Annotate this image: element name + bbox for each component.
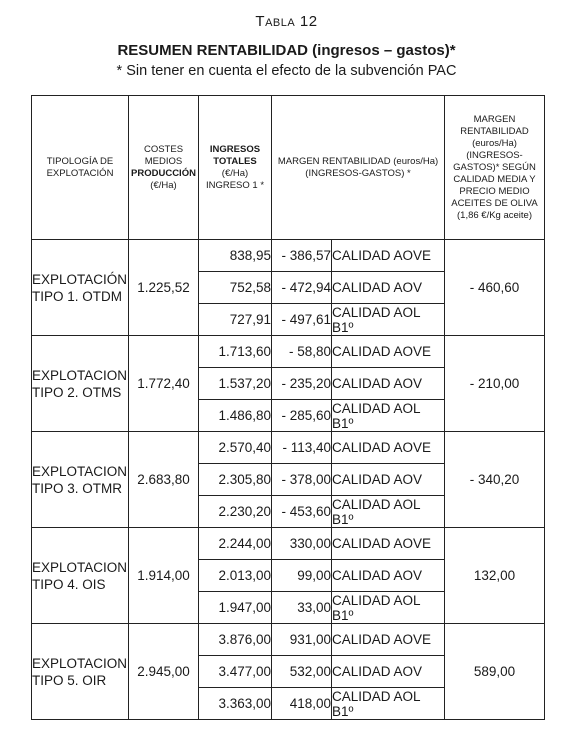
tipologia-line-1: EXPLOTACION: [32, 463, 128, 479]
cell-calidad: CALIDAD AOL B1º: [332, 688, 445, 720]
cell-margen-medio: - 340,20: [445, 432, 545, 528]
cell-costes: 1.772,40: [129, 336, 199, 432]
cell-margen-medio: 589,00: [445, 624, 545, 720]
cell-calidad: CALIDAD AOV: [332, 368, 445, 400]
tipologia-line-2: TIPO 3. OTMR: [32, 480, 123, 496]
cell-tipologia: [32, 624, 129, 720]
cell-margen: - 497,61: [272, 304, 332, 336]
table-body: [32, 240, 545, 720]
cell-margen: - 453,60: [272, 496, 332, 528]
cell-costes: 1.225,52: [129, 240, 199, 336]
tipologia-line-1: EXPLOTACION: [32, 559, 128, 575]
profitability-table: [31, 95, 545, 720]
cell-calidad: CALIDAD AOVE: [332, 624, 445, 656]
header-row: [32, 96, 545, 240]
cell-margen: 33,00: [272, 592, 332, 624]
cell-calidad: CALIDAD AOVE: [332, 528, 445, 560]
cell-margen: - 113,40: [272, 432, 332, 464]
table-row: [32, 528, 545, 560]
header-margen-text: MARGEN RENTABILIDAD (euros/Ha) (INGRESOS-GASTOS) *: [277, 155, 439, 179]
cell-tipologia: [32, 240, 129, 336]
table-title: RESUMEN RENTABILIDAD (ingresos – gastos)*: [117, 42, 456, 59]
tipologia-line-1: EXPLOTACION: [32, 367, 128, 383]
cell-calidad: CALIDAD AOL B1º: [332, 304, 445, 336]
cell-ingreso: 1.947,00: [199, 592, 272, 624]
cell-margen: 532,00: [272, 656, 332, 688]
cell-ingreso: 727,91: [199, 304, 272, 336]
cell-calidad: CALIDAD AOL B1º: [332, 592, 445, 624]
cell-ingreso: 2.244,00: [199, 528, 272, 560]
header-margen-medio: [445, 96, 545, 240]
cell-calidad: CALIDAD AOV: [332, 464, 445, 496]
cell-calidad: CALIDAD AOV: [332, 560, 445, 592]
header-costes-post: (€/Ha): [150, 179, 177, 191]
header-costes-pre: COSTES MEDIOS: [143, 143, 184, 167]
cell-tipologia: [32, 432, 129, 528]
tipologia-line-2: TIPO 1. OTDM: [32, 288, 123, 304]
cell-costes: 2.945,00: [129, 624, 199, 720]
cell-margen: - 58,80: [272, 336, 332, 368]
header-margen: [272, 96, 445, 240]
cell-ingreso: 2.013,00: [199, 560, 272, 592]
table-subtitle: * Sin tener en cuenta el efecto de la subvención PAC: [116, 63, 457, 79]
tipologia-line-2: TIPO 4. OIS: [32, 576, 106, 592]
cell-ingreso: 2.230,20: [199, 496, 272, 528]
tipologia-line-1: EXPLOTACION: [32, 655, 128, 671]
table-row: [32, 336, 545, 368]
cell-margen: 931,00: [272, 624, 332, 656]
table-row: [32, 624, 545, 656]
header-tipologia: [32, 96, 129, 240]
cell-margen: - 386,57: [272, 240, 332, 272]
cell-ingreso: 3.876,00: [199, 624, 272, 656]
cell-calidad: CALIDAD AOVE: [332, 336, 445, 368]
cell-calidad: CALIDAD AOVE: [332, 432, 445, 464]
table-row: [32, 240, 545, 272]
cell-ingreso: 1.486,80: [199, 400, 272, 432]
cell-margen-medio: - 210,00: [445, 336, 545, 432]
cell-calidad: CALIDAD AOL B1º: [332, 400, 445, 432]
cell-calidad: CALIDAD AOV: [332, 272, 445, 304]
cell-ingreso: 2.570,40: [199, 432, 272, 464]
tipologia-line-1: EXPLOTACIÓN: [32, 271, 128, 287]
cell-calidad: CALIDAD AOL B1º: [332, 496, 445, 528]
cell-ingreso: 838,95: [199, 240, 272, 272]
cell-margen: - 235,20: [272, 368, 332, 400]
cell-costes: 1.914,00: [129, 528, 199, 624]
table-caption: Tabla 12: [255, 13, 318, 30]
cell-margen-medio: - 460,60: [445, 240, 545, 336]
cell-tipologia: [32, 336, 129, 432]
table-row: [32, 432, 545, 464]
cell-margen: 99,00: [272, 560, 332, 592]
tipologia-line-2: TIPO 2. OTMS: [32, 384, 122, 400]
header-margen-medio-text: MARGEN RENTABILIDAD (euros/Ha) (INGRESOS-GASTOS)* SEGÚN CALIDAD MEDIA Y PRECIO MEDIO ACEITES DE OLIVA (1,86 €/Kg aceite): [451, 113, 538, 221]
cell-ingreso: 3.477,00: [199, 656, 272, 688]
cell-margen: 330,00: [272, 528, 332, 560]
cell-margen: - 285,60: [272, 400, 332, 432]
header-ingresos-post: (€/Ha) INGRESO 1 *: [205, 167, 265, 191]
cell-ingreso: 3.363,00: [199, 688, 272, 720]
cell-calidad: CALIDAD AOV: [332, 656, 445, 688]
header-costes-bold: PRODUCCIÓN: [131, 167, 196, 179]
cell-costes: 2.683,80: [129, 432, 199, 528]
tipologia-line-2: TIPO 5. OIR: [32, 672, 107, 688]
cell-ingreso: 1.713,60: [199, 336, 272, 368]
cell-tipologia: [32, 528, 129, 624]
cell-ingreso: 1.537,20: [199, 368, 272, 400]
cell-ingreso: 752,58: [199, 272, 272, 304]
cell-calidad: CALIDAD AOVE: [332, 240, 445, 272]
header-costes: [129, 96, 199, 240]
header-ingresos: [199, 96, 272, 240]
cell-margen: - 378,00: [272, 464, 332, 496]
cell-margen: 418,00: [272, 688, 332, 720]
cell-ingreso: 2.305,80: [199, 464, 272, 496]
header-ingresos-bold: INGRESOS TOTALES: [209, 143, 261, 167]
cell-margen-medio: 132,00: [445, 528, 545, 624]
cell-margen: - 472,94: [272, 272, 332, 304]
header-tipologia-text: TIPOLOGÍA DE EXPLOTACIÓN: [46, 155, 114, 179]
